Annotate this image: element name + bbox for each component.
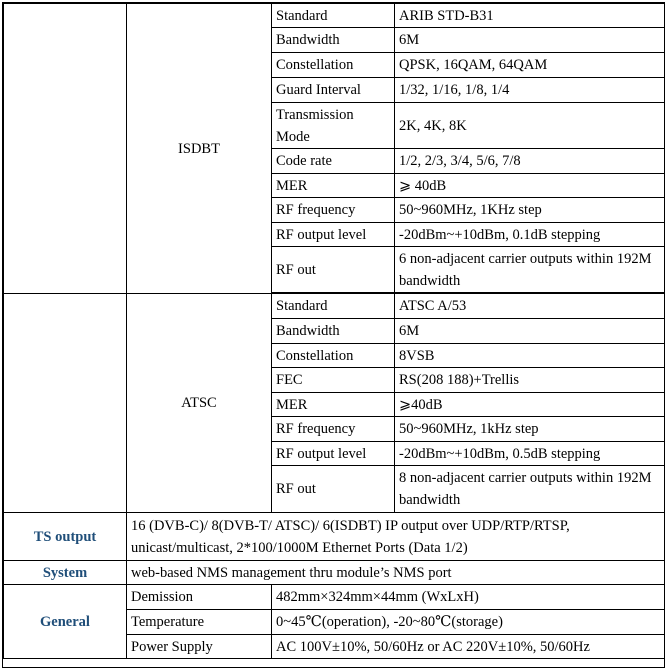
param-name: Code rate	[272, 149, 395, 174]
param-name: RF out	[272, 466, 395, 513]
ts-output-value: 16 (DVB-C)/ 8(DVB-T/ ATSC)/ 6(ISDBT) IP output over UDP/RTP/RTSP, unicast/multicast, 2*100/1000M Ethernet Ports (Data 1/2)	[127, 513, 665, 561]
section-label-isdbt: ISDBT	[127, 4, 272, 294]
param-name: Bandwidth	[272, 319, 395, 344]
table-row	[4, 585, 665, 610]
param-value: 2K, 4K, 8K	[395, 103, 665, 149]
table-row	[4, 4, 665, 28]
param-value: 50~960MHz, 1KHz step	[395, 198, 665, 223]
section-label-system: System	[4, 561, 127, 585]
param-value: -20dBm~+10dBm, 0.1dB stepping	[395, 223, 665, 247]
param-value: 8VSB	[395, 344, 665, 368]
param-name: RF out	[272, 247, 395, 293]
param-value: 6M	[395, 28, 665, 53]
param-name: Standard	[272, 4, 395, 28]
param-name: Demission	[127, 585, 272, 610]
param-name: MER	[272, 174, 395, 198]
param-value: 1/32, 1/16, 1/8, 1/4	[395, 78, 665, 103]
param-value: ⩾40dB	[395, 393, 665, 417]
param-name: RF output level	[272, 442, 395, 466]
spec-table	[3, 3, 665, 659]
param-name: RF frequency	[272, 417, 395, 442]
param-name: Transmission Mode	[272, 103, 395, 149]
param-value: ATSC A/53	[395, 294, 665, 319]
param-value: ⩾ 40dB	[395, 174, 665, 198]
param-value: QPSK, 16QAM, 64QAM	[395, 53, 665, 78]
param-name: Standard	[272, 294, 395, 319]
param-name: RF output level	[272, 223, 395, 247]
param-name: Constellation	[272, 53, 395, 78]
spec-table-frame	[2, 2, 665, 668]
param-name: FEC	[272, 368, 395, 393]
section-label-atsc: ATSC	[127, 294, 272, 513]
param-name: Power Supply	[127, 635, 272, 659]
param-value: 0~45℃(operation), -20~80℃(storage)	[272, 610, 665, 635]
param-value: AC 100V±10%, 50/60Hz or AC 220V±10%, 50/60Hz	[272, 635, 665, 659]
table-row	[4, 561, 665, 585]
param-value: 6M	[395, 319, 665, 344]
param-value: 1/2, 2/3, 3/4, 5/6, 7/8	[395, 149, 665, 174]
table-row	[4, 294, 665, 319]
param-value: 482mm×324mm×44mm (WxLxH)	[272, 585, 665, 610]
param-name: Bandwidth	[272, 28, 395, 53]
section-label-general: General	[4, 585, 127, 659]
param-name: MER	[272, 393, 395, 417]
param-value: 50~960MHz, 1kHz step	[395, 417, 665, 442]
section-label-ts-output: TS output	[4, 513, 127, 561]
param-name: Constellation	[272, 344, 395, 368]
param-value: 6 non-adjacent carrier outputs within 192M bandwidth	[395, 247, 665, 293]
param-value: 8 non-adjacent carrier outputs within 192M bandwidth	[395, 466, 665, 513]
param-name: RF frequency	[272, 198, 395, 223]
param-name: Guard Interval	[272, 78, 395, 103]
param-name: Temperature	[127, 610, 272, 635]
param-value: -20dBm~+10dBm, 0.5dB stepping	[395, 442, 665, 466]
table-row	[4, 513, 665, 561]
param-value: ARIB STD-B31	[395, 4, 665, 28]
section-blank-cell	[4, 294, 127, 513]
param-value: RS(208 188)+Trellis	[395, 368, 665, 393]
system-value: web-based NMS management thru module’s NMS port	[127, 561, 665, 585]
section-blank-cell	[4, 4, 127, 294]
